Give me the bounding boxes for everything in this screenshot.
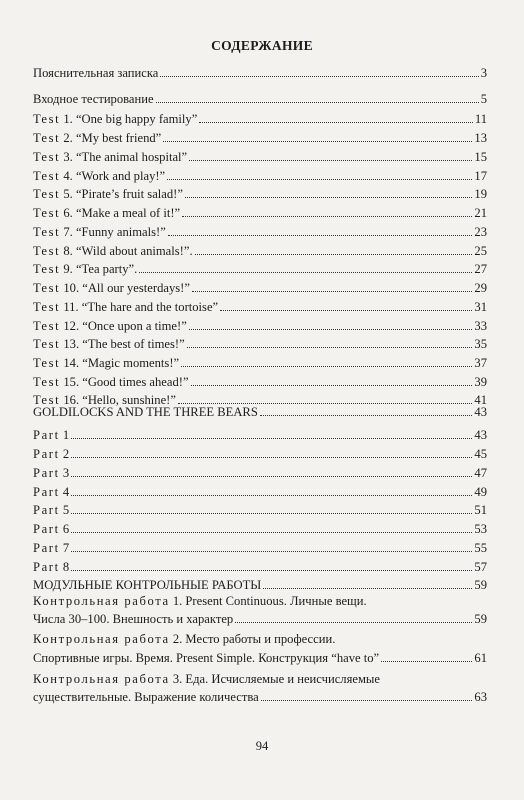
toc-entry[interactable] (33, 300, 487, 314)
toc-entry[interactable] (33, 466, 487, 480)
dot-leader (189, 160, 472, 161)
toc-entry-page: 59 (474, 578, 487, 592)
dot-leader (71, 495, 472, 496)
toc-entry-page: 27 (474, 262, 487, 276)
toc-entry-text: 9. “Tea party”. (60, 262, 138, 276)
dot-leader (160, 76, 478, 77)
toc-entry-label (33, 485, 69, 499)
toc-entry-label (33, 281, 190, 295)
toc-entry-text: Пояснительная записка (33, 66, 159, 80)
dot-leader (71, 476, 472, 477)
toc-entry[interactable] (33, 428, 487, 442)
toc-entry-label (33, 206, 180, 220)
dot-leader (71, 532, 472, 533)
toc-entry-text: 4. “Work and play!” (60, 169, 166, 183)
toc-entry-label (33, 319, 187, 333)
dot-leader (181, 366, 472, 367)
dot-leader (191, 385, 473, 386)
module-entry-page: 61 (474, 651, 487, 665)
toc-entry-text: 2. “My best friend” (60, 131, 162, 145)
module-entry-subtitle: Спортивные игры. Время. Present Simple. Конструкция “have to” (33, 651, 380, 665)
dot-leader (163, 141, 472, 142)
toc-entry-label (33, 356, 179, 370)
toc-entry[interactable] (33, 206, 487, 220)
toc-entry-page: 5 (480, 92, 487, 106)
module-entry-prefix: Контрольная работа (33, 632, 170, 646)
dot-leader (189, 329, 473, 330)
toc-entry-prefix: Part (33, 466, 60, 480)
toc-entry-page: 31 (474, 300, 487, 314)
dot-leader (71, 570, 472, 571)
toc-entry-text: 13. “The best of times!” (60, 337, 185, 351)
toc-entry-text: 6. “Make a meal of it!” (60, 206, 181, 220)
toc-entry-prefix: Test (33, 225, 61, 239)
toc-entry-text: 10. “All our yesterdays!” (60, 281, 190, 295)
toc-entry-text: 1. “One big happy family” (60, 112, 198, 126)
dot-leader (167, 179, 472, 180)
toc-entry-prefix: Test (33, 393, 61, 407)
toc-entry-page: 41 (474, 393, 487, 407)
toc-entry-page: 51 (474, 503, 487, 517)
toc-entry-text: 12. “Once upon a time!” (60, 319, 187, 333)
toc-entry[interactable] (33, 281, 487, 295)
toc-entry-page: 57 (474, 560, 487, 574)
toc-entry-label (33, 405, 258, 419)
toc-entry-page: 55 (474, 541, 487, 555)
toc-entry-text: 8. “Wild about animals!”. (60, 244, 193, 258)
toc-entry-text: 1 (59, 428, 70, 442)
module-entry-page: 63 (474, 690, 487, 704)
toc-entry-prefix: Part (33, 522, 60, 536)
toc-entry[interactable] (33, 169, 487, 183)
toc-entry-label (33, 112, 197, 126)
toc-entry-label (33, 66, 158, 80)
toc-entry-prefix: Test (33, 150, 61, 164)
toc-entry-label (33, 447, 69, 461)
toc-entry-prefix: Test (33, 262, 61, 276)
toc-entry-prefix: Part (33, 560, 60, 574)
toc-entry-label (33, 187, 183, 201)
toc-entry-label (33, 131, 161, 145)
toc-entry-page: 39 (474, 375, 487, 389)
module-entry-text: 3. Еда. Исчисляемые и неисчисляемые (169, 672, 380, 686)
toc-entry-prefix: Part (33, 447, 60, 461)
toc-entry-prefix: Test (33, 281, 61, 295)
module-entry-heading[interactable] (33, 632, 335, 646)
toc-entry-page: 53 (474, 522, 487, 536)
toc-entry-label (33, 466, 69, 480)
toc-entry-text: 15. “Good times ahead!” (60, 375, 189, 389)
module-entry-subtitle: существительные. Выражение количества (33, 690, 259, 704)
toc-entry[interactable] (33, 337, 487, 351)
toc-entry-page: 43 (474, 405, 487, 419)
dot-leader (195, 254, 473, 255)
toc-entry-prefix: Part (33, 428, 60, 442)
dot-leader (260, 415, 473, 416)
toc-entry-label (33, 169, 165, 183)
toc-entry-prefix: Part (33, 503, 60, 517)
toc-entry-page: 15 (474, 150, 487, 164)
toc-entry-text: 5 (59, 503, 70, 517)
toc-entry-prefix: Test (33, 337, 61, 351)
module-entry[interactable] (33, 612, 487, 626)
toc-entry[interactable] (33, 541, 487, 555)
toc-entry[interactable] (33, 131, 487, 145)
toc-entry-prefix: Test (33, 131, 61, 145)
toc-entry[interactable] (33, 447, 487, 461)
toc-entry[interactable] (33, 356, 487, 370)
dot-leader (185, 197, 472, 198)
toc-entry-page: 33 (474, 319, 487, 333)
toc-entry-text: МОДУЛЬНЫЕ КОНТРОЛЬНЫЕ РАБОТЫ (33, 578, 262, 592)
toc-entry-text: 14. “Magic moments!” (60, 356, 180, 370)
toc-entry[interactable] (33, 578, 487, 592)
module-entry-text: 1. Present Continuous. Личные вещи. (169, 594, 367, 608)
toc-entry-prefix: Part (33, 541, 60, 555)
module-entry[interactable] (33, 690, 487, 704)
toc-entry-text: 4 (59, 485, 70, 499)
toc-entry-text: 3. “The animal hospital” (60, 150, 188, 164)
toc-entry-text: Входное тестирование (33, 92, 154, 106)
toc-entry-label (33, 560, 69, 574)
toc-entry-prefix: Test (33, 300, 61, 314)
toc-entry-prefix: Test (33, 356, 61, 370)
dot-leader (220, 310, 472, 311)
module-entry-page: 59 (474, 612, 487, 626)
toc-entry-prefix: Test (33, 375, 61, 389)
toc-entry-page: 37 (474, 356, 487, 370)
toc-entry-prefix: Test (33, 244, 61, 258)
dot-leader (235, 622, 472, 623)
toc-entry-prefix: Test (33, 112, 61, 126)
toc-entry-text: 3 (59, 466, 70, 480)
toc-entry-label (33, 503, 69, 517)
dot-leader (261, 700, 473, 701)
toc-entry[interactable] (33, 485, 487, 499)
dot-leader (71, 457, 472, 458)
page-title: СОДЕРЖАНИЕ (211, 38, 313, 53)
toc-entry[interactable] (33, 262, 487, 276)
dot-leader (71, 551, 472, 552)
toc-entry[interactable] (33, 150, 487, 164)
dot-leader (71, 438, 472, 439)
toc-entry-page: 35 (474, 337, 487, 351)
toc-entry-prefix: Part (33, 485, 60, 499)
toc-entry-page: 21 (474, 206, 487, 220)
dot-leader (199, 122, 473, 123)
toc-entry[interactable] (33, 522, 487, 536)
toc-entry[interactable] (33, 112, 487, 126)
toc-entry-text: GOLDILOCKS AND THE THREE BEARS (33, 405, 258, 419)
toc-entry-text: 6 (59, 522, 70, 536)
toc-entry-text: 16. “Hello, sunshine!” (60, 393, 176, 407)
module-entry-subtitle: Числа 30–100. Внешность и характер (33, 612, 234, 626)
dot-leader (263, 588, 472, 589)
toc-entry[interactable] (33, 319, 487, 333)
toc-entry-text: 11. “The hare and the tortoise” (60, 300, 219, 314)
toc-entry-label (33, 522, 69, 536)
module-entry-heading[interactable] (33, 672, 380, 686)
toc-entry-page: 11 (474, 112, 487, 126)
dot-leader (178, 403, 472, 404)
toc-entry[interactable] (33, 244, 487, 258)
toc-entry-page: 13 (474, 131, 487, 145)
toc-entry-page: 25 (474, 244, 487, 258)
toc-entry-label (33, 375, 189, 389)
toc-entry-label (33, 578, 261, 592)
module-entry-heading[interactable] (33, 594, 367, 608)
toc-entry-page: 3 (480, 66, 487, 80)
toc-entry-prefix: Test (33, 319, 61, 333)
toc-entry[interactable] (33, 560, 487, 574)
toc-entry[interactable] (33, 405, 487, 419)
module-entry-text: 2. Место работы и профессии. (169, 632, 336, 646)
toc-entry-page: 43 (474, 428, 487, 442)
toc-entry-label (33, 428, 69, 442)
toc-entry-text: 8 (59, 560, 70, 574)
toc-entry[interactable] (33, 375, 487, 389)
toc-entry-label (33, 337, 185, 351)
toc-entry[interactable] (33, 92, 487, 106)
toc-entry-page: 23 (474, 225, 487, 239)
toc-entry-label (33, 225, 166, 239)
toc-entry-prefix: Test (33, 187, 61, 201)
toc-entry[interactable] (33, 66, 487, 80)
toc-entry-text: 7 (59, 541, 70, 555)
toc-entry-text: 2 (59, 447, 70, 461)
dot-leader (156, 102, 479, 103)
toc-entry-label (33, 541, 69, 555)
toc-entry-page: 17 (474, 169, 487, 183)
toc-entry-page: 19 (474, 187, 487, 201)
toc-entry-page: 29 (474, 281, 487, 295)
toc-entry[interactable] (33, 225, 487, 239)
toc-entry-prefix: Test (33, 206, 61, 220)
dot-leader (139, 272, 472, 273)
dot-leader (192, 291, 472, 292)
toc-entry-text: 7. “Funny animals!” (60, 225, 166, 239)
toc-entry-page: 47 (474, 466, 487, 480)
module-entry-prefix: Контрольная работа (33, 594, 170, 608)
module-entry-prefix: Контрольная работа (33, 672, 170, 686)
dot-leader (187, 347, 473, 348)
dot-leader (71, 513, 472, 514)
toc-entry-page: 49 (474, 485, 487, 499)
dot-leader (168, 235, 473, 236)
toc-entry-text: 5. “Pirate’s fruit salad!” (60, 187, 183, 201)
toc-entry-prefix: Test (33, 169, 61, 183)
toc-entry-label (33, 92, 154, 106)
module-entry[interactable] (33, 651, 487, 665)
toc-entry-label (33, 262, 137, 276)
dot-leader (182, 216, 472, 217)
toc-entry-label (33, 244, 193, 258)
toc-entry-label (33, 300, 218, 314)
toc-entry[interactable] (33, 187, 487, 201)
toc-entry-page: 45 (474, 447, 487, 461)
page-number: 94 (255, 739, 269, 753)
toc-entry[interactable] (33, 503, 487, 517)
toc-entry-label (33, 150, 187, 164)
dot-leader (381, 661, 472, 662)
